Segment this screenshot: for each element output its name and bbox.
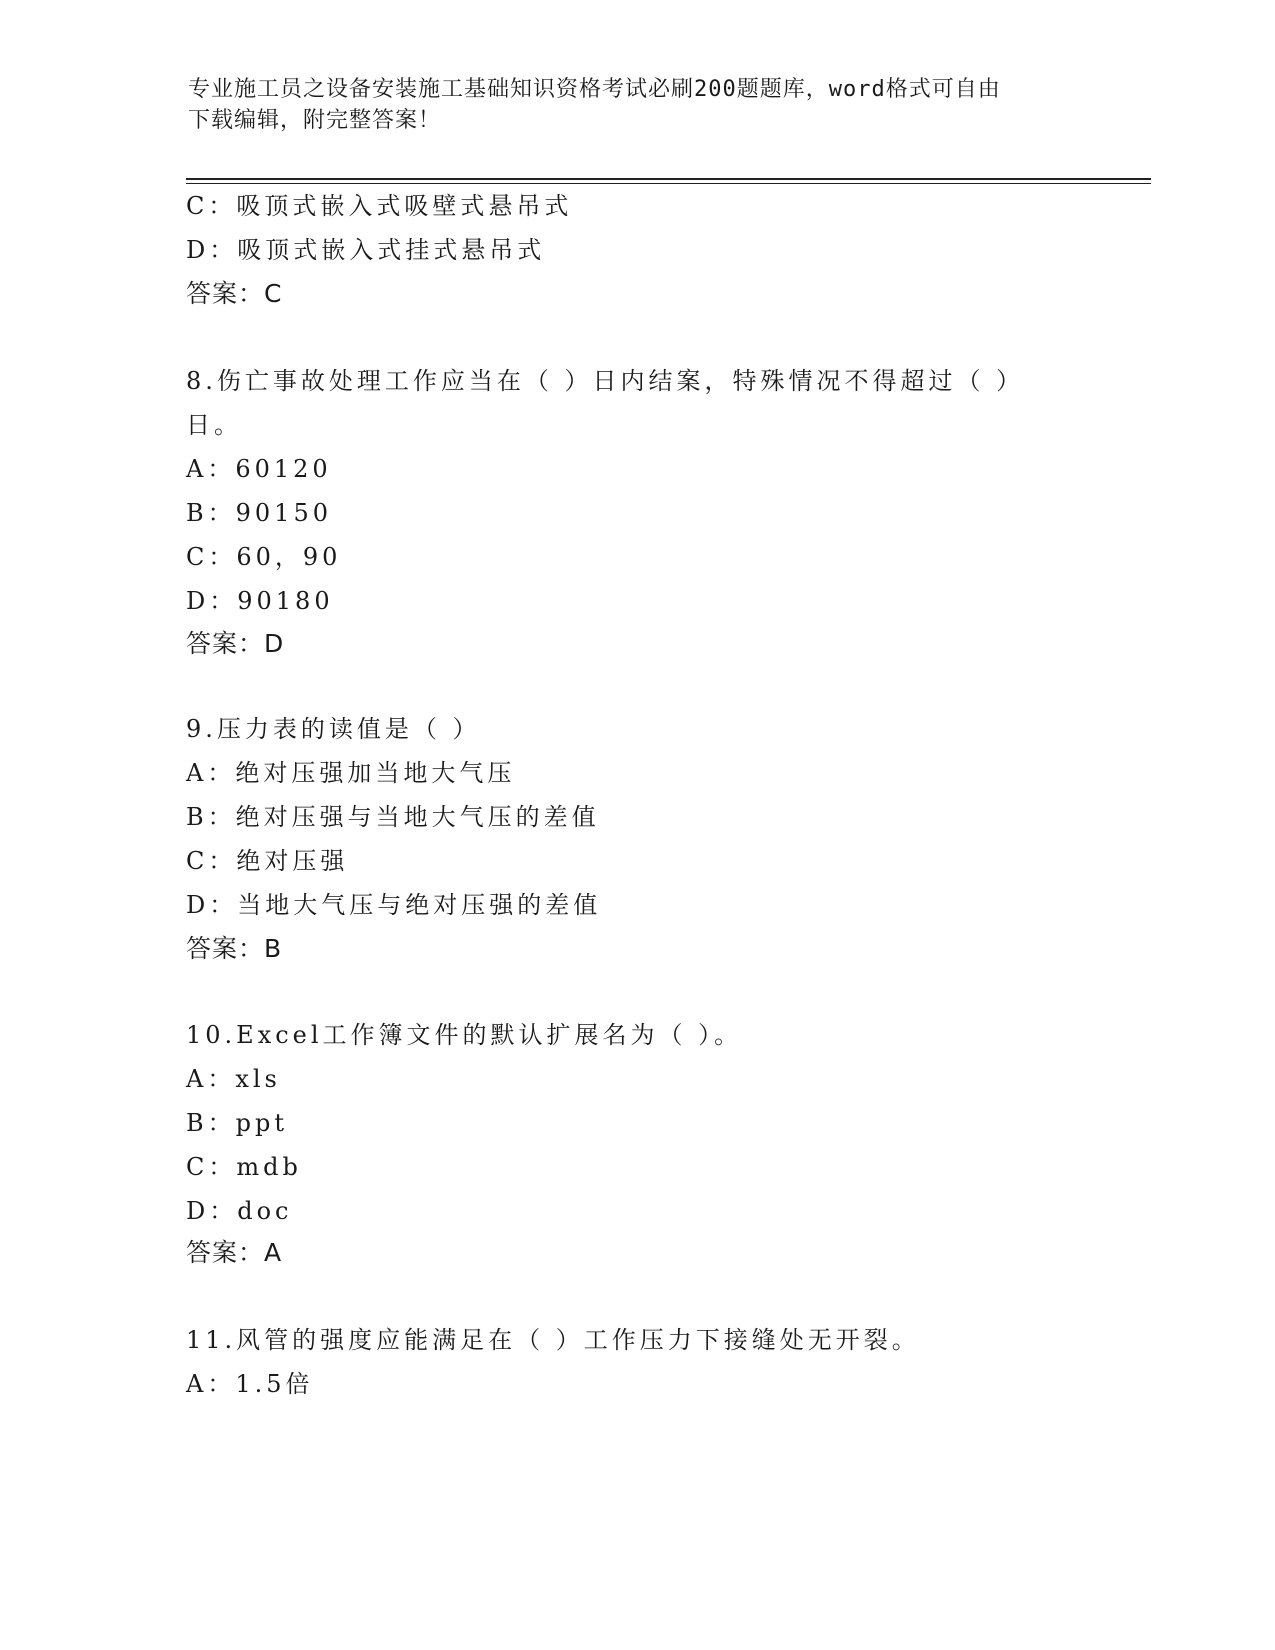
header-divider-thin xyxy=(186,183,1151,184)
q11-option-a: A：1.5倍 xyxy=(186,1370,314,1398)
q8-option-b: B：90150 xyxy=(186,499,332,527)
q8-stem-line2: 日。 xyxy=(186,411,242,439)
q8-answer: 答案：D xyxy=(186,629,285,658)
q10-option-a: A：xls xyxy=(186,1065,281,1093)
q8-option-d: D：90180 xyxy=(186,587,334,615)
q10-option-d: D：doc xyxy=(186,1197,293,1225)
q9-option-d: D：当地大气压与绝对压强的差值 xyxy=(186,891,602,919)
q9-option-c: C：绝对压强 xyxy=(186,847,349,875)
q10-option-b: B：ppt xyxy=(186,1109,289,1137)
q9-answer: 答案：B xyxy=(186,934,283,963)
q7-option-d: D：吸顶式嵌入式挂式悬吊式 xyxy=(186,236,546,264)
q8-option-c: C：60，90 xyxy=(186,543,342,571)
q7-option-c: C：吸顶式嵌入式吸壁式悬吊式 xyxy=(186,192,573,220)
q9-option-a: A：绝对压强加当地大气压 xyxy=(186,759,516,787)
document-header xyxy=(188,74,1068,136)
q10-option-c: C：mdb xyxy=(186,1153,302,1181)
q7-answer: 答案：C xyxy=(186,279,283,308)
q9-stem: 9.压力表的读值是（ ） xyxy=(186,715,481,743)
header-title-line2: 下载编辑，附完整答案！ xyxy=(188,108,442,133)
q11-stem: 11.风管的强度应能满足在（ ）工作压力下接缝处无开裂。 xyxy=(186,1326,920,1354)
q10-stem: 10.Excel工作簿文件的默认扩展名为（ ）。 xyxy=(186,1021,743,1049)
header-divider xyxy=(186,178,1151,180)
q8-stem-line1: 8.伤亡事故处理工作应当在（ ）日内结案，特殊情况不得超过（ ） xyxy=(186,367,1025,395)
header-title-line1: 专业施工员之设备安装施工基础知识资格考试必刷200题题库，word格式可自由 xyxy=(188,77,1001,102)
q10-answer: 答案：A xyxy=(186,1238,283,1267)
q8-option-a: A：60120 xyxy=(186,455,332,483)
q9-option-b: B：绝对压强与当地大气压的差值 xyxy=(186,803,600,831)
